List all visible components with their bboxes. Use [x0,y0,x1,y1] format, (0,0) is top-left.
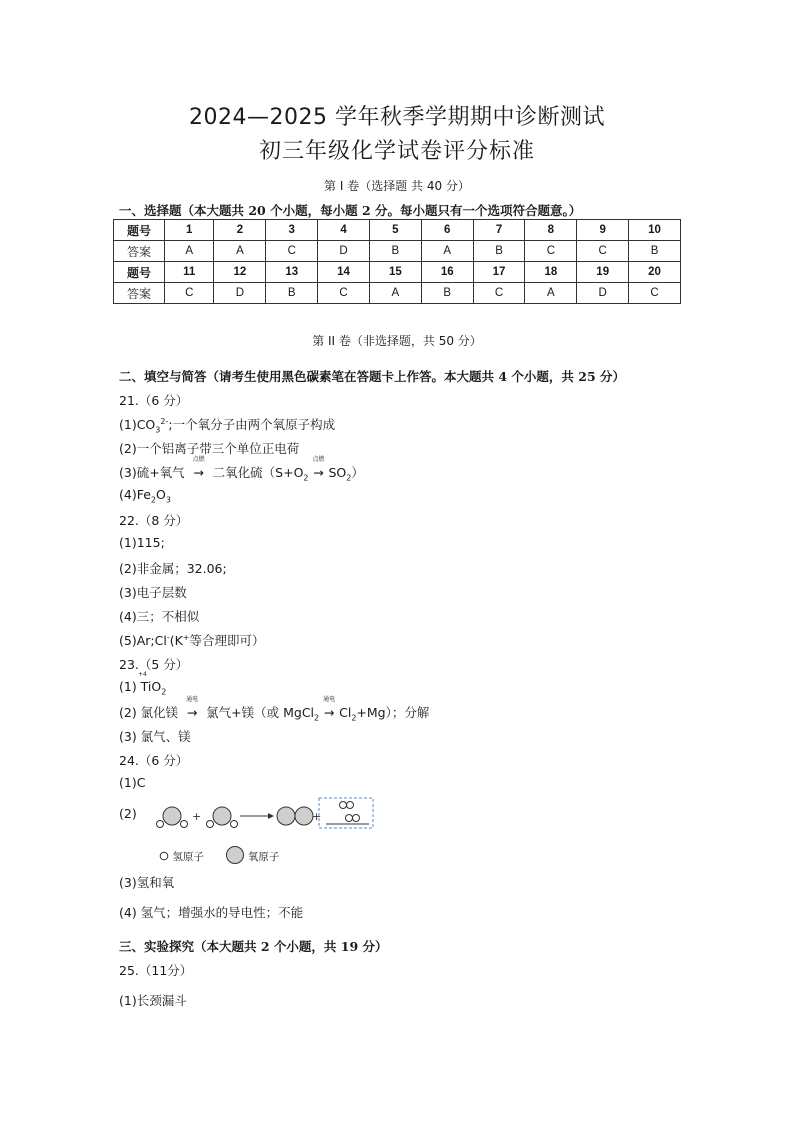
q24-line-4: (4) 氢气；增强水的导电性；不能 [119,905,304,920]
question-label: 题号 [114,220,165,241]
table-cell: 18 [525,262,577,283]
q21-line-2: (2)一个铝离子带三个单位正电荷 [119,441,300,456]
svg-text:+: + [192,810,202,823]
reaction-condition: 通电 [186,696,199,703]
oxygen-atom-icon [225,845,245,865]
text: 氯气+镁（或 MgCl [206,705,315,720]
table-cell: A [421,241,473,262]
text: +Mg）；分解 [356,705,430,720]
table-cell: B [629,241,681,262]
q24-line-2: (2) [119,806,137,821]
text: (3)硫+氧气 [119,465,185,480]
q24-heading: 24.（6 分） [119,753,189,768]
table-cell: 14 [318,262,370,283]
hydrogen-atom [181,821,188,828]
table-cell: 7 [473,220,525,241]
oxygen-atom [213,807,231,825]
text: (5)Ar;Cl [119,633,167,648]
text: Cl [339,705,352,720]
legend-hydrogen-label: 氢原子 [172,851,204,863]
table-cell: 5 [369,220,421,241]
subscript: 3 [155,425,161,435]
part1-heading: 第 I 卷（选择题 共 40 分） [324,179,470,193]
text: (1)CO [119,417,156,432]
question-label: 题号 [114,262,165,283]
superscript: + [182,632,190,642]
text: (2) 氯化镁 [119,705,179,720]
hydrogen-atom [207,821,214,828]
text: (1) TiO [119,679,162,694]
subscript: 2 [314,713,320,723]
legend-oxygen-label: 氧原子 [247,851,280,863]
q24-line-3: (3)氢和氧 [119,875,175,890]
table-cell: 16 [421,262,473,283]
oxygen-molecule [277,807,313,825]
table-cell: B [369,241,421,262]
table-cell: 17 [473,262,525,283]
section2-heading: 二、填空与简答（请考生使用黑色碳素笔在答题卡上作答。本大题共 4 个小题，共 25 分） [119,369,626,384]
table-row [114,262,681,283]
subscript: 2 [346,473,352,483]
diagram-legend [159,845,279,865]
q23-heading: 23.（5 分） [119,657,189,672]
q22-line-5 [119,631,265,649]
table-cell: 1 [165,220,214,241]
q21-line-1 [119,415,335,433]
q25-heading: 25.（11分） [119,963,193,978]
table-cell: A [214,241,266,262]
table-row [114,241,681,262]
table-cell: C [473,283,525,304]
subscript: 2 [303,473,309,483]
table-cell: A [525,283,577,304]
table-cell: 3 [266,220,318,241]
table-cell: 9 [577,220,629,241]
table-cell: C [165,283,214,304]
table-cell: 13 [266,262,318,283]
table-cell: B [421,283,473,304]
reaction-arrow: 通电 → [182,705,202,720]
reaction-condition: 点燃 [192,456,205,463]
q21-heading: 21.（6 分） [119,393,189,408]
table-cell: C [577,241,629,262]
oxygen-atom [163,807,181,825]
reaction-arrow: 点燃 → [189,465,209,480]
q23-line-3: (3) 氯气、镁 [119,729,191,744]
text: 二氧化硫（S+O [212,465,304,480]
table-row [114,283,681,304]
hydrogen-atom [231,821,238,828]
table-cell: C [629,283,681,304]
table-cell: D [577,283,629,304]
text: SO [328,465,347,480]
reaction-arrow: 点燃 → [309,465,329,480]
superscript: - [166,632,170,642]
answer-table [113,219,681,304]
arrow-icon [240,813,274,819]
title-line-2: 初三年级化学试卷评分标准 [258,139,535,164]
q22-line-4: (4)三；不相似 [119,609,200,624]
reaction-arrow: 通电 → [319,705,339,720]
q25-line-1: (1)长颈漏斗 [119,993,187,1008]
table-cell: 6 [421,220,473,241]
text: ;一个氧分子由两个氧原子构成 [168,417,336,432]
table-cell: B [266,283,318,304]
table-cell: C [525,241,577,262]
q22-line-1: (1)115; [119,535,165,550]
table-cell: 11 [165,262,214,283]
hydrogen-atom [157,821,164,828]
table-cell: 20 [629,262,681,283]
table-cell: 15 [369,262,421,283]
table-cell: A [369,283,421,304]
q24-line-1: (1)C [119,775,146,790]
answer-label: 答案 [114,241,165,262]
superscript: 2- [160,416,169,426]
table-cell: 19 [577,262,629,283]
subscript: 2 [150,495,156,505]
q22-line-2: (2)非金属；32.06; [119,561,227,576]
table-cell: 2 [214,220,266,241]
subscript: 3 [165,495,171,505]
table-cell: 10 [629,220,681,241]
table-cell: A [165,241,214,262]
text: ） [351,465,364,480]
hydrogen-atom-icon [159,851,169,861]
title-line-1: 2024—2025 学年秋季学期期中诊断测试 [189,105,605,130]
table-cell: 4 [318,220,370,241]
svg-text:+: + [312,810,322,823]
table-cell: C [318,283,370,304]
valence-mark: +4 [138,671,147,678]
text: 等合理即可） [189,633,265,648]
table-cell: 8 [525,220,577,241]
section3-heading: 三、实验探究（本大题共 2 个小题，共 19 分） [119,939,388,954]
reaction-condition: 通电 [323,696,336,703]
answer-label: 答案 [114,283,165,304]
molecule-diagram [150,792,380,832]
q22-heading: 22.（8 分） [119,513,189,528]
subscript: 2 [161,687,167,697]
subscript: 2 [351,713,357,723]
q21-line-4 [119,487,171,505]
table-cell: B [473,241,525,262]
text: (K [169,633,183,648]
part2-heading: 第 II 卷（非选择题，共 50 分） [312,334,482,348]
hydrogen-molecules [340,802,360,822]
section1-heading: 一、选择题（本大题共 20 个小题，每小题 2 分。每小题只有一个选项符合题意。） [119,203,582,218]
table-cell: 12 [214,262,266,283]
table-cell: C [266,241,318,262]
q23-line-1 [119,679,167,697]
table-row [114,220,681,241]
q22-line-3: (3)电子层数 [119,585,187,600]
reaction-condition: 点燃 [312,456,325,463]
table-cell: D [318,241,370,262]
text: (4)Fe [119,487,151,502]
table-cell: D [214,283,266,304]
q21-line-3 [119,456,364,483]
q23-line-2 [119,696,430,723]
text: O [156,487,166,502]
